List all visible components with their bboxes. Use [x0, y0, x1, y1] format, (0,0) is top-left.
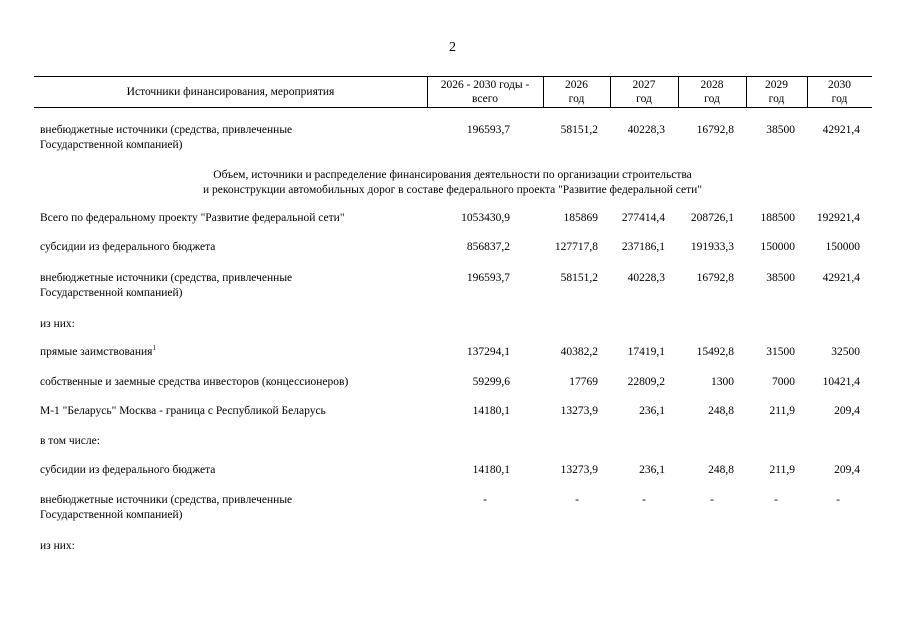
table-row [0, 434, 905, 450]
row-label-line: субсидии из федерального бюджета [40, 464, 216, 476]
table-row [0, 375, 905, 391]
row-label [40, 271, 420, 301]
cell-2027: 17419,1 [627, 346, 665, 358]
header-total-line2: всего [472, 92, 498, 105]
table-row [0, 539, 905, 555]
cell-2027: 236,1 [639, 405, 665, 417]
header-year-2028 [678, 76, 746, 107]
cell-2026: 40382,2 [560, 346, 598, 358]
header-total-line1: 2026 - 2030 годы - [440, 78, 530, 91]
table-header [34, 76, 872, 107]
cell-2028: - [710, 494, 714, 506]
cell-2030: - [836, 494, 840, 506]
cell-2029: 38500 [766, 272, 795, 284]
cell-2030: 209,4 [834, 464, 860, 476]
cell-2029: 150000 [760, 241, 795, 253]
table-row [0, 404, 905, 420]
cell-2029: - [774, 494, 778, 506]
header-year-unit: год [636, 92, 652, 105]
header-year: 2028 [700, 78, 724, 91]
header-year-2029 [746, 76, 807, 107]
section-title-line: Объем, источники и распределение финансирования деятельности по организации строительства [213, 169, 692, 181]
cell-total: 1053430,9 [461, 212, 510, 224]
cell-2027: 40228,3 [627, 124, 665, 136]
cell-2027: 277414,4 [621, 212, 665, 224]
cell-2027: 22809,2 [627, 376, 665, 388]
header-bottom-rule [34, 107, 872, 108]
cell-2030: 209,4 [834, 405, 860, 417]
page-number: 2 [449, 40, 456, 55]
cell-2029: 188500 [760, 212, 795, 224]
cell-2029: 7000 [772, 376, 795, 388]
cell-2030: 10421,4 [822, 376, 860, 388]
cell-total: 14180,1 [472, 464, 510, 476]
row-label [40, 539, 420, 554]
header-year-2026 [543, 76, 610, 107]
cell-2029: 211,9 [769, 405, 795, 417]
table-row [0, 463, 905, 479]
header-year: 2029 [765, 78, 788, 91]
cell-2027: 236,1 [639, 464, 665, 476]
table-row [0, 240, 905, 256]
row-label [40, 317, 420, 332]
cell-2026: 13273,9 [560, 405, 598, 417]
row-label [40, 123, 420, 153]
cell-2028: 208726,1 [690, 212, 734, 224]
section-title [0, 168, 905, 198]
table-row [0, 271, 905, 299]
table-row [0, 211, 905, 227]
cell-2027: - [642, 494, 646, 506]
cell-2030: 32500 [831, 346, 860, 358]
cell-2028: 248,8 [708, 405, 734, 417]
cell-2026: 58151,2 [560, 124, 598, 136]
row-label-line: Государственной компанией) [40, 287, 183, 299]
cell-total: 196593,7 [466, 124, 510, 136]
row-label-line: М-1 "Беларусь" Москва - граница с Республикой Беларусь [40, 405, 326, 417]
cell-2026: 185869 [563, 212, 598, 224]
header-total [427, 76, 543, 107]
row-label [40, 345, 420, 360]
cell-2027: 40228,3 [627, 272, 665, 284]
row-label-line: из них: [40, 540, 75, 552]
cell-2028: 1300 [711, 376, 734, 388]
row-label-line [40, 345, 420, 360]
header-year-unit: год [831, 92, 848, 105]
header-year: 2026 [565, 78, 588, 91]
cell-2028: 16792,8 [696, 124, 734, 136]
cell-2026: 13273,9 [560, 464, 598, 476]
header-year-2030 [807, 76, 872, 107]
row-label [40, 463, 420, 478]
row-label [40, 434, 420, 449]
cell-2026: 17769 [569, 376, 598, 388]
header-year: 2027 [632, 78, 656, 91]
cell-2028: 191933,3 [690, 241, 734, 253]
cell-2027: 237186,1 [621, 241, 665, 253]
row-label [40, 240, 420, 255]
row-label-line: Государственной компанией) [40, 509, 183, 521]
table-row [0, 345, 905, 361]
cell-total: 14180,1 [472, 405, 510, 417]
cell-2029: 31500 [766, 346, 795, 358]
footnote-marker: 1 [152, 344, 156, 353]
row-label [40, 404, 440, 419]
row-label-line: в том числе: [40, 435, 100, 447]
row-label [40, 375, 440, 390]
cell-2026: 127717,8 [554, 241, 598, 253]
cell-2028: 15492,8 [696, 346, 734, 358]
row-label-line: Государственной компанией) [40, 139, 183, 151]
cell-2028: 16792,8 [696, 272, 734, 284]
row-label [40, 211, 440, 226]
row-label-line: внебюджетные источники (средства, привлеченные [40, 272, 293, 284]
row-label-line: субсидии из федерального бюджета [40, 241, 216, 253]
cell-2030: 42921,4 [822, 272, 860, 284]
row-label-line: Всего по федеральному проекту "Развитие федеральной сети" [40, 212, 345, 224]
cell-2028: 248,8 [708, 464, 734, 476]
header-year: 2030 [828, 78, 851, 91]
row-label [40, 493, 420, 523]
section-title-line: и реконструкции автомобильных дорог в составе федерального проекта "Развитие федеральной сети" [202, 184, 703, 196]
cell-2030: 192921,4 [816, 212, 860, 224]
header-year-2027 [610, 76, 678, 107]
cell-2026: 58151,2 [560, 272, 598, 284]
table-row [0, 317, 905, 333]
cell-2026: - [575, 494, 579, 506]
cell-total: 196593,7 [466, 272, 510, 284]
cell-2030: 150000 [825, 241, 860, 253]
cell-total: 137294,1 [466, 346, 510, 358]
cell-2029: 38500 [766, 124, 795, 136]
row-label-line: внебюджетные источники (средства, привлеченные [40, 124, 293, 136]
header-year-unit: год [704, 92, 720, 105]
table-row [0, 123, 905, 151]
cell-2029: 211,9 [769, 464, 795, 476]
row-label-line: из них: [40, 318, 75, 330]
cell-2030: 42921,4 [822, 124, 860, 136]
header-year-unit: год [568, 92, 585, 105]
header-year-unit: год [768, 92, 785, 105]
cell-total: 59299,6 [472, 376, 510, 388]
table-row [0, 493, 905, 521]
row-label-text: прямые заимствования [40, 346, 153, 358]
row-label-line: собственные и заемные средства инвесторов (концессионеров) [40, 376, 349, 388]
cell-total: 856837,2 [466, 241, 510, 253]
header-label-text: Источники финансирования, мероприятия [126, 85, 335, 98]
header-label [34, 76, 427, 107]
row-label-line: внебюджетные источники (средства, привлеченные [40, 494, 293, 506]
cell-total: - [483, 494, 487, 506]
